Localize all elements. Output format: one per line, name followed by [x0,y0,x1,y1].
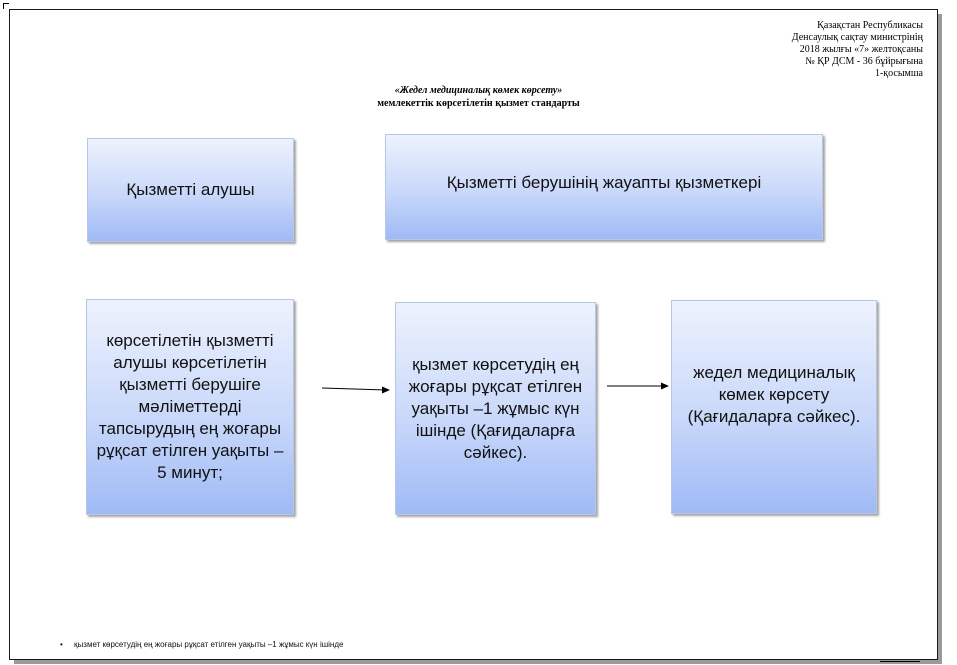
approval-line-3: 2018 жылғы «7» желтоқсаны [799,44,923,55]
footnote [60,640,343,649]
step-2-text: қызмет көрсетудің ең жоғары рұқсат етілген уақыты –1 жұмыс күн ішінде (Қағидаларға сәйкес). [408,354,583,462]
page-shadow-bottom [14,660,942,664]
approval-line-5: 1-қосымша [874,68,923,79]
arrow-step2-to-step3-icon [605,379,671,393]
recipient-header-box [87,138,294,242]
crop-mark-bottom-right [880,661,920,662]
approval-line-1: Қазақстан Республикасы [817,20,923,31]
provider-header-box [385,134,823,240]
step-3-box [671,300,877,514]
step-2-box [395,302,596,515]
arrow-step1-to-step2-icon [320,382,392,396]
document-title-line-1: «Жедел медициналық көмек көрсету» [394,85,563,96]
approval-line-2: Денсаулық сақтау министрінің [791,32,923,43]
step-1-box [86,299,294,515]
recipient-header-label: Қызметті алушы [126,180,255,199]
provider-header-label: Қызметті берушінің жауапты қызметкері [446,173,762,192]
footnote-text: қызмет көрсетудің ең жоғары рұқсат етілген уақыты –1 жұмыс күн ішінде [74,640,344,649]
crop-mark-top-left-h [3,3,9,4]
document-title-line-2: мемлекеттік көрсетілетін қызмет стандарты [377,98,580,109]
document-title [0,84,957,110]
step-1-text: көрсетілетін қызметті алушы көрсетілетін қызметті берушіге мәліметтерді тапсырудың ең жоғары рұқсат етілген уақыты – 5 минут; [96,331,284,482]
page-shadow-right [938,14,942,664]
approval-line-4: № ҚР ДСМ - 36 бұйрығына [805,56,923,67]
step-3-text: жедел медициналық көмек көрсету (Қағидаларға сәйкес). [687,363,861,426]
approval-stamp-block [792,20,923,80]
footnote-bullet: • [60,640,63,649]
